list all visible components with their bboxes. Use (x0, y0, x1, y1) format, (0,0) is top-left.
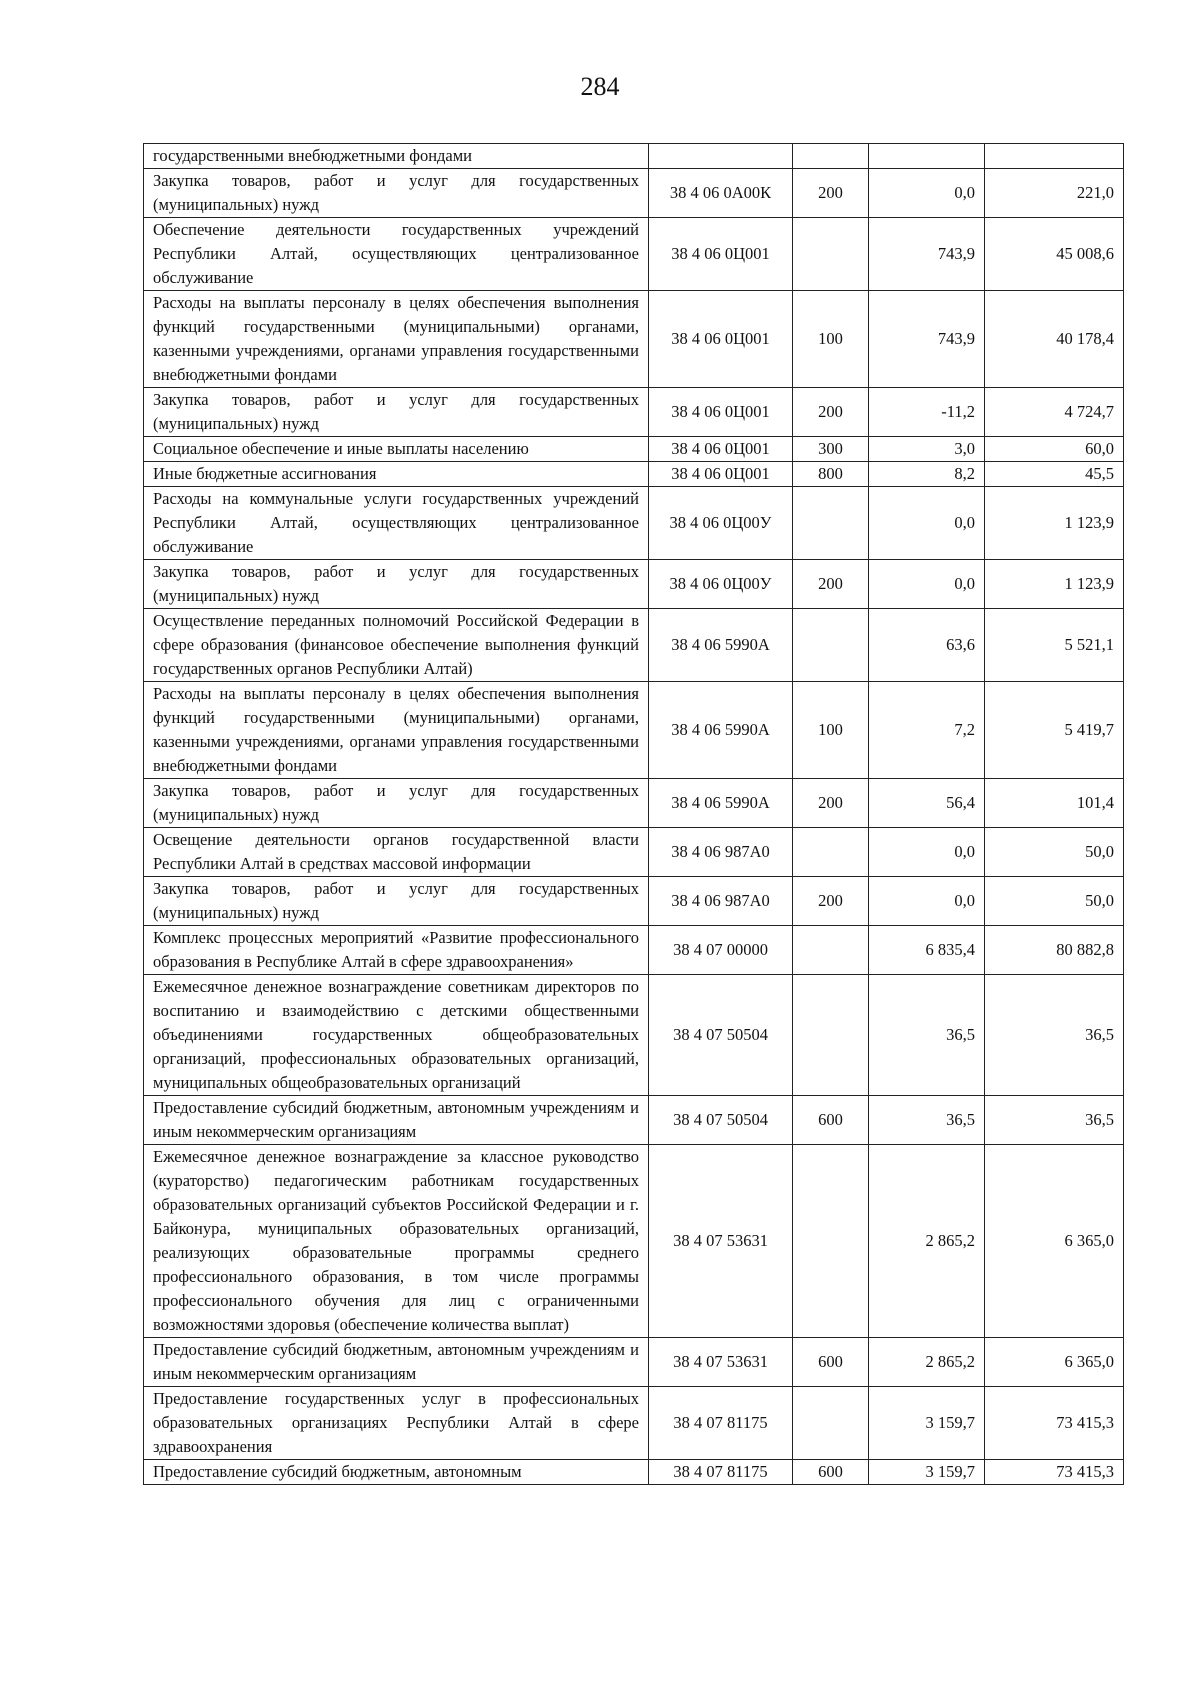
row-value-change-cell: 2 865,2 (869, 1338, 985, 1387)
row-name-cell: Расходы на коммунальные услуги государственных учреждений Республики Алтай, осуществляющих централизованное обслуживание (144, 487, 649, 560)
row-expense-type-cell: 200 (793, 877, 869, 926)
row-value-change-cell: 3 159,7 (869, 1387, 985, 1460)
row-code-cell: 38 4 06 5990А (649, 779, 793, 828)
row-value-total-cell: 5 419,7 (985, 682, 1124, 779)
row-name-cell: государственными внебюджетными фондами (144, 144, 649, 169)
row-value-change-cell: 0,0 (869, 877, 985, 926)
row-code-cell: 38 4 07 53631 (649, 1145, 793, 1338)
row-expense-type-cell: 600 (793, 1460, 869, 1485)
table-row (144, 926, 1124, 975)
row-code-cell: 38 4 07 00000 (649, 926, 793, 975)
row-name-cell: Закупка товаров, работ и услуг для государственных (муниципальных) нужд (144, 388, 649, 437)
row-expense-type-cell: 200 (793, 560, 869, 609)
row-name-cell: Комплекс процессных мероприятий «Развитие профессионального образования в Республике Алтай в сфере здравоохранения» (144, 926, 649, 975)
row-expense-type-cell: 100 (793, 291, 869, 388)
row-value-total-cell: 73 415,3 (985, 1387, 1124, 1460)
row-name-cell: Осуществление переданных полномочий Российской Федерации в сфере образования (финансовое обеспечение выполнения функций государственных органов Республики Алтай) (144, 609, 649, 682)
row-value-total-cell: 80 882,8 (985, 926, 1124, 975)
table-row (144, 169, 1124, 218)
row-expense-type-cell (793, 218, 869, 291)
row-expense-type-cell: 600 (793, 1338, 869, 1387)
row-value-total-cell: 36,5 (985, 1096, 1124, 1145)
row-name-cell: Ежемесячное денежное вознаграждение за классное руководство (кураторство) педагогическим работникам государственных образовательных организаций субъектов Российской Федерации и г. Байконура, муниципальных образовательных организаций, реализующих образовательные программы среднего профессионального образования, в том числе программы профессионального обучения для лиц с ограниченными возможностями здоровья (обеспечение количества выплат) (144, 1145, 649, 1338)
row-name-cell: Ежемесячное денежное вознаграждение советникам директоров по воспитанию и взаимодействию с детскими общественными объединениями государственных общеобразовательных организаций, профессиональных образовательных организаций, муниципальных общеобразовательных организаций (144, 975, 649, 1096)
row-name-cell: Закупка товаров, работ и услуг для государственных (муниципальных) нужд (144, 779, 649, 828)
row-code-cell: 38 4 07 50504 (649, 1096, 793, 1145)
row-expense-type-cell (793, 975, 869, 1096)
row-value-total-cell: 221,0 (985, 169, 1124, 218)
table-row (144, 1145, 1124, 1338)
row-name-cell: Предоставление субсидий бюджетным, автономным учреждениям и иным некоммерческим организациям (144, 1338, 649, 1387)
row-value-change-cell: 36,5 (869, 1096, 985, 1145)
row-name-cell: Закупка товаров, работ и услуг для государственных (муниципальных) нужд (144, 560, 649, 609)
row-code-cell: 38 4 06 5990А (649, 682, 793, 779)
page-number: 284 (580, 72, 620, 101)
table-row (144, 218, 1124, 291)
row-value-change-cell: 2 865,2 (869, 1145, 985, 1338)
row-code-cell: 38 4 07 50504 (649, 975, 793, 1096)
row-code-cell: 38 4 06 0Ц001 (649, 388, 793, 437)
row-code-cell: 38 4 06 0А00К (649, 169, 793, 218)
row-value-change-cell: 6 835,4 (869, 926, 985, 975)
row-value-total-cell: 5 521,1 (985, 609, 1124, 682)
row-name-cell: Социальное обеспечение и иные выплаты населению (144, 437, 649, 462)
table-row (144, 487, 1124, 560)
row-name-cell: Обеспечение деятельности государственных учреждений Республики Алтай, осуществляющих централизованное обслуживание (144, 218, 649, 291)
table-row (144, 144, 1124, 169)
row-expense-type-cell: 200 (793, 388, 869, 437)
table-row (144, 682, 1124, 779)
row-name-cell: Предоставление субсидий бюджетным, автономным (144, 1460, 649, 1485)
row-expense-type-cell: 800 (793, 462, 869, 487)
row-value-change-cell: 0,0 (869, 560, 985, 609)
budget-table (143, 143, 1124, 1485)
row-expense-type-cell: 100 (793, 682, 869, 779)
row-value-total-cell: 6 365,0 (985, 1338, 1124, 1387)
row-value-change-cell: 743,9 (869, 291, 985, 388)
row-value-total-cell: 50,0 (985, 828, 1124, 877)
row-value-change-cell: 56,4 (869, 779, 985, 828)
row-value-total-cell: 4 724,7 (985, 388, 1124, 437)
row-value-change-cell: 0,0 (869, 169, 985, 218)
row-expense-type-cell (793, 1387, 869, 1460)
row-value-total-cell: 50,0 (985, 877, 1124, 926)
row-value-change-cell: 0,0 (869, 828, 985, 877)
row-expense-type-cell (793, 828, 869, 877)
row-code-cell: 38 4 06 0Ц00У (649, 487, 793, 560)
table-row (144, 1460, 1124, 1485)
row-value-total-cell: 45 008,6 (985, 218, 1124, 291)
row-name-cell: Расходы на выплаты персоналу в целях обеспечения выполнения функций государственными (муниципальными) органами, казенными учреждениями, органами управления государственными внебюджетными фондами (144, 291, 649, 388)
row-expense-type-cell: 200 (793, 779, 869, 828)
row-expense-type-cell (793, 487, 869, 560)
row-value-change-cell: -11,2 (869, 388, 985, 437)
row-expense-type-cell (793, 1145, 869, 1338)
row-name-cell: Освещение деятельности органов государственной власти Республики Алтай в средствах массовой информации (144, 828, 649, 877)
row-value-change-cell: 3 159,7 (869, 1460, 985, 1485)
row-expense-type-cell: 200 (793, 169, 869, 218)
table-row (144, 1338, 1124, 1387)
table-row (144, 779, 1124, 828)
row-expense-type-cell: 600 (793, 1096, 869, 1145)
row-value-total-cell: 40 178,4 (985, 291, 1124, 388)
row-value-change-cell: 7,2 (869, 682, 985, 779)
row-name-cell: Предоставление субсидий бюджетным, автономным учреждениям и иным некоммерческим организациям (144, 1096, 649, 1145)
row-expense-type-cell (793, 926, 869, 975)
row-value-change-cell (869, 144, 985, 169)
row-code-cell: 38 4 06 0Ц001 (649, 437, 793, 462)
table-row (144, 975, 1124, 1096)
row-code-cell: 38 4 06 987А0 (649, 877, 793, 926)
row-value-total-cell: 73 415,3 (985, 1460, 1124, 1485)
row-value-change-cell: 0,0 (869, 487, 985, 560)
table-row (144, 388, 1124, 437)
row-code-cell: 38 4 06 0Ц001 (649, 291, 793, 388)
row-code-cell: 38 4 07 81175 (649, 1460, 793, 1485)
table-row (144, 560, 1124, 609)
row-value-total-cell: 60,0 (985, 437, 1124, 462)
table-row (144, 1096, 1124, 1145)
table-row (144, 828, 1124, 877)
row-value-change-cell: 743,9 (869, 218, 985, 291)
table-row (144, 1387, 1124, 1460)
row-code-cell: 38 4 07 53631 (649, 1338, 793, 1387)
row-value-total-cell: 1 123,9 (985, 560, 1124, 609)
row-name-cell: Закупка товаров, работ и услуг для государственных (муниципальных) нужд (144, 169, 649, 218)
row-name-cell: Предоставление государственных услуг в профессиональных образовательных организациях Республики Алтай в сфере здравоохранения (144, 1387, 649, 1460)
row-value-change-cell: 36,5 (869, 975, 985, 1096)
table-row (144, 462, 1124, 487)
row-value-change-cell: 8,2 (869, 462, 985, 487)
row-code-cell: 38 4 06 5990А (649, 609, 793, 682)
row-expense-type-cell (793, 609, 869, 682)
row-name-cell: Расходы на выплаты персоналу в целях обеспечения выполнения функций государственными (муниципальными) органами, казенными учреждениями, органами управления государственными внебюджетными фондами (144, 682, 649, 779)
row-value-change-cell: 3,0 (869, 437, 985, 462)
row-name-cell: Иные бюджетные ассигнования (144, 462, 649, 487)
row-value-total-cell (985, 144, 1124, 169)
row-code-cell: 38 4 06 0Ц001 (649, 218, 793, 291)
table-row (144, 877, 1124, 926)
row-code-cell: 38 4 07 81175 (649, 1387, 793, 1460)
row-code-cell: 38 4 06 987А0 (649, 828, 793, 877)
row-value-total-cell: 1 123,9 (985, 487, 1124, 560)
row-code-cell: 38 4 06 0Ц00У (649, 560, 793, 609)
row-expense-type-cell (793, 144, 869, 169)
table-row (144, 437, 1124, 462)
row-value-change-cell: 63,6 (869, 609, 985, 682)
table-row (144, 291, 1124, 388)
table-row (144, 609, 1124, 682)
row-value-total-cell: 101,4 (985, 779, 1124, 828)
row-value-total-cell: 6 365,0 (985, 1145, 1124, 1338)
row-name-cell: Закупка товаров, работ и услуг для государственных (муниципальных) нужд (144, 877, 649, 926)
row-expense-type-cell: 300 (793, 437, 869, 462)
row-code-cell: 38 4 06 0Ц001 (649, 462, 793, 487)
row-value-total-cell: 45,5 (985, 462, 1124, 487)
row-code-cell (649, 144, 793, 169)
row-value-total-cell: 36,5 (985, 975, 1124, 1096)
